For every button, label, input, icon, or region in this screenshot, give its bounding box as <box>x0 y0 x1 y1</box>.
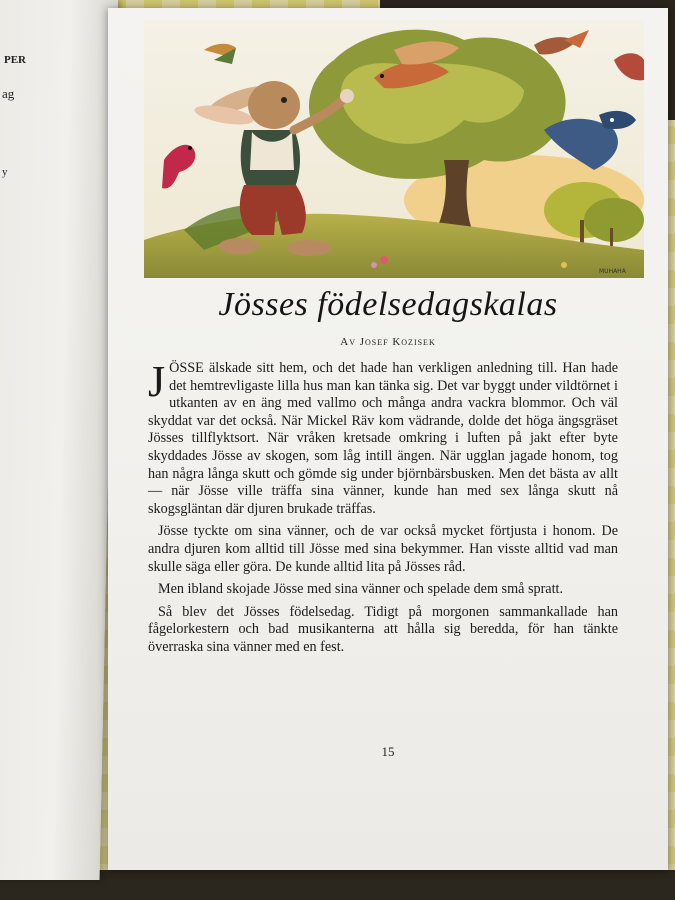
dark-background-bottom <box>0 870 675 900</box>
story-illustration <box>144 20 644 278</box>
first-word-rest: ÖSSE <box>169 360 204 376</box>
book-page <box>108 8 668 870</box>
page-number: 15 <box>381 744 395 759</box>
story-body <box>148 357 618 657</box>
story-byline: Av Josef Kozisek <box>340 336 436 348</box>
paragraph: Men ibland skojade Jösse med sina vänner och spelade dem små spratt. <box>158 581 564 598</box>
left-page-fragment: y <box>2 166 8 178</box>
paragraph-text: älskade sitt hem, och det hade han verkligen anledning till. Han hade det hemtrevligaste lilla hus man kan tänka sig. Det var byggt under vildtörnet i utkanten av en äng med vallmo och många andra vackra blommor. Och väl skyddat var det också. När Mickel Räv kom vädrande, dolde det höga ängsgräset Jösses tillflyktsort. När vråken kretsade omkring i luften på jakt efter byte skyddades Jösse av skogen, som låg intill ängen. När ugglan jagade honom, tog han några långa skutt och gömde sig under björnbärsbusken. Men det bästa av allt — när Jösse ville träffa sina vänner, kunde han med sex långa skutt nå skogsgläntan där djuren brukade träffas. <box>148 360 618 517</box>
story-title: Jösses födelsedagskalas <box>218 286 558 323</box>
drop-cap: J <box>148 357 166 406</box>
paragraph: Jösse tyckte om sina vänner, och de var också mycket förtjusta i honom. De andra djuren kom alltid till Jösse med sina bekymmer. Han visste alltid vad man skulle säga eller göra. De kunde alltid lita på Jösses råd. <box>148 523 618 575</box>
artist-signature: MUHAHA <box>599 268 626 275</box>
paragraph <box>148 357 618 518</box>
left-page-fragment: PER <box>4 54 26 66</box>
paragraph: Så blev det Jösses födelsedag. Tidigt på morgonen sammankallade han fågelorkestern och bad musikanterna att hålla sig beredda, för han tänkte överraska sina vänner med en fest. <box>148 603 618 655</box>
left-page-fragment: ag <box>2 86 15 101</box>
left-page <box>0 0 118 880</box>
